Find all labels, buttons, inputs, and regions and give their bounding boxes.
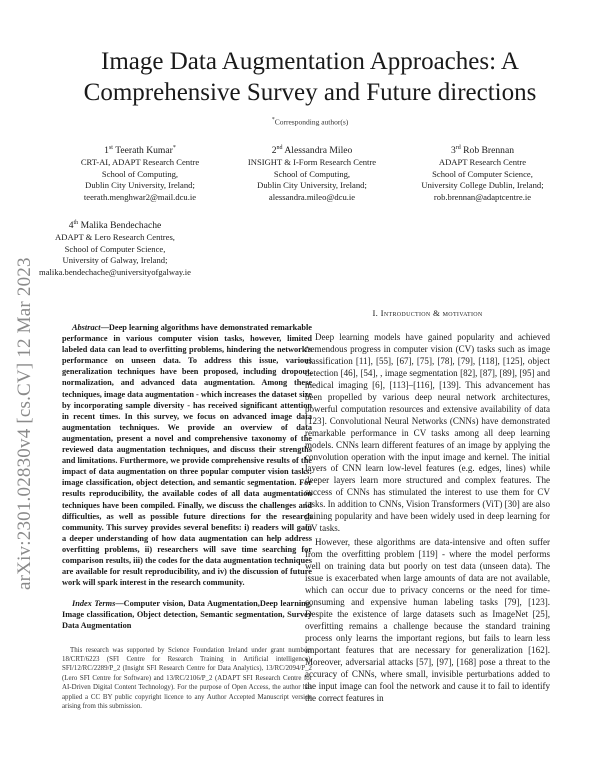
corresponding-mark: *: [271, 117, 275, 123]
author-affiliation: Dublin City University, Ireland;: [85, 180, 195, 191]
author-block: [232, 145, 392, 203]
abstract-label: Abstract: [72, 323, 101, 332]
author-affiliation: ADAPT Research Centre: [438, 157, 527, 167]
author-block: [390, 145, 575, 203]
author-name: 4th Malika Bendechache: [68, 219, 162, 231]
index-terms: [62, 598, 312, 631]
author-affiliation: Dublin City University, Ireland;: [257, 180, 367, 191]
author-email: malika.bendechache@universityofgalway.ie: [39, 266, 191, 277]
abstract-text: —Deep learning algorithms have demonstrated remarkable performance in various computer vision tasks, however, limited labeled data can lead to overfitting problems, hindering the network's performance on unseen data. To address this issue, various generalization techniques have been proposed, including dropout, normalization, and advanced data augmentation. Among these techniques, image data augmentation - which increases the dataset size by incorporating sample diversity - has received significant attention in recent times. In this survey, we focus on advanced image data augmentation techniques. We provide an overview of data augmentation, present a novel and comprehensive taxonomy of the reviewed data augmentation techniques, and discuss their strengths and limitations. Furthermore, we provide comprehensive results of the impact of data augmentation on three popular computer vision tasks: image classification, object detection, and semantic segmentation. For results reproducibility, the available codes of all data augmentation techniques have been compiled. Finally, we discuss the challenges and difficulties, as well as possible future directions for the research community. This survey provides several benefits: i) readers will gain a deeper understanding of how data augmentation can help address overfitting problems, ii) researchers will save time searching for comparison results, iii) the codes for the data augmentation techniques are available for result reproducibility, and iv) the discussion of future work will spark interest in the research community.: [62, 323, 312, 588]
author-affiliation: INSIGHT & I-Form Research Centre: [247, 157, 377, 167]
corresponding-text: Corresponding author(s): [274, 117, 349, 127]
body-paragraph: Deep learning models have gained popularity and achieved tremendous progress in computer vision (CV) tasks such as image classification [11], [55], [67], [75], [78], [79], [118], [125], object detection [46], [54], , image segmentation [82], [87], [89], [95] and medical imaging [6], [113]–[116], [139]. This advancement has been propelled by various deep neural network architectures, powerful computation resources and extensive availability of data [123]. Convolutional Neural Networks (CNNs) have demonstrated remarkable performance in CV tasks among all deep learning models. CNNs learn different features of an image by applying the convolution operation with the input image and kernel. The initial layers of CNN learn low-level features (e.g. edges, lines) while deeper layers learn more structured and complex features. The success of CNNs has stimulated the interest to use them for CV tasks. In addition to CNNs, Vision Transformers (ViT) [30] are also gaining popularity and have been widely used in deep learning for CV tasks.: [305, 332, 550, 534]
author-block: [50, 145, 230, 203]
author-affiliation: CRT-AI, ADAPT Research Centre: [80, 157, 200, 167]
author-affiliation: University of Galway, Ireland;: [62, 255, 168, 266]
author-affiliation: ADAPT & Lero Research Centres,: [55, 232, 175, 242]
author-block: [20, 220, 210, 278]
right-column: [305, 308, 550, 705]
author-email: teerath.menghwar2@mail.dcu.ie: [83, 191, 197, 202]
paper-title: [60, 46, 560, 108]
author-name: 1st Teerath Kumar*: [104, 144, 176, 156]
author-affiliation: School of Computing,: [101, 168, 179, 179]
section-heading: [305, 308, 550, 318]
arxiv-watermark: arXiv:2301.02830v4 [cs.CV] 12 Mar 2023: [14, 257, 35, 590]
body-paragraph: However, these algorithms are data-intensive and often suffer from the overfitting problem [119] - where the model performs well on training data but poorly on test data (unseen data). The issue is exacerbated when large amounts of data are not available, which can occur due to privacy concerns or the need for time-consuming and expensive human labeling tasks [79], [123]. Despite the existence of large datasets such as ImageNet [25], overfitting remains a challenge because the standard training process only learns the important regions, but fails to learn less important features that are necessary for generalization [162]. Moreover, adversarial attacks [57], [97], [168] pose a threat to the accuracy of CNNs, where small, invisible perturbations added to the input image can fool the network and cause it to fail to identify the correct features in: [305, 537, 550, 703]
author-name: 2nd Alessandra Mileo: [271, 144, 353, 156]
section-numeral: I.: [372, 308, 379, 318]
author-affiliation: School of Computer Science,: [432, 168, 533, 179]
author-email: rob.brennan@adaptcentre.ie: [433, 191, 532, 202]
section-title: Introduction & motivation: [380, 308, 483, 318]
funding-footnote: This research was supported by Science Foundation Ireland under grant numbers 18/CRT/6223 (SFI Centre for Research Training in Artificial intelligence), SFI/12/RC/2289/P_2 (Insight SFI Research Centre for Data Analytics), 13/RC/2094/P_2 (Lero SFI Centre for Software) and 13/RC/2106/P_2 (ADAPT SFI Research Centre for AI-Driven Digital Content Technology). For the purpose of Open Access, the author has applied a CC BY public copyright licence to any Author Accepted Manuscript version arising from this submission.: [62, 646, 312, 710]
author-affiliation: School of Computing,: [273, 168, 351, 179]
index-terms-text: —Computer vision, Data Augmentation,Deep learning, Image classification, Object detection, Semantic segmentation, Survey Data Augmentation: [62, 599, 312, 631]
author-name: 3rd Rob Brennan: [450, 144, 515, 156]
left-column: [62, 322, 312, 711]
author-email: alessandra.mileo@dcu.ie: [268, 191, 356, 202]
index-terms-label: Index Terms: [72, 599, 116, 609]
corresponding-note: [60, 117, 560, 127]
abstract: [62, 322, 312, 588]
author-affiliation: University College Dublin, Ireland;: [421, 180, 544, 191]
title-line: Comprehensive Survey and Future directions: [83, 79, 537, 106]
title-line: Image Data Augmentation Approaches: A: [101, 48, 519, 75]
author-affiliation: School of Computer Science,: [64, 243, 166, 254]
